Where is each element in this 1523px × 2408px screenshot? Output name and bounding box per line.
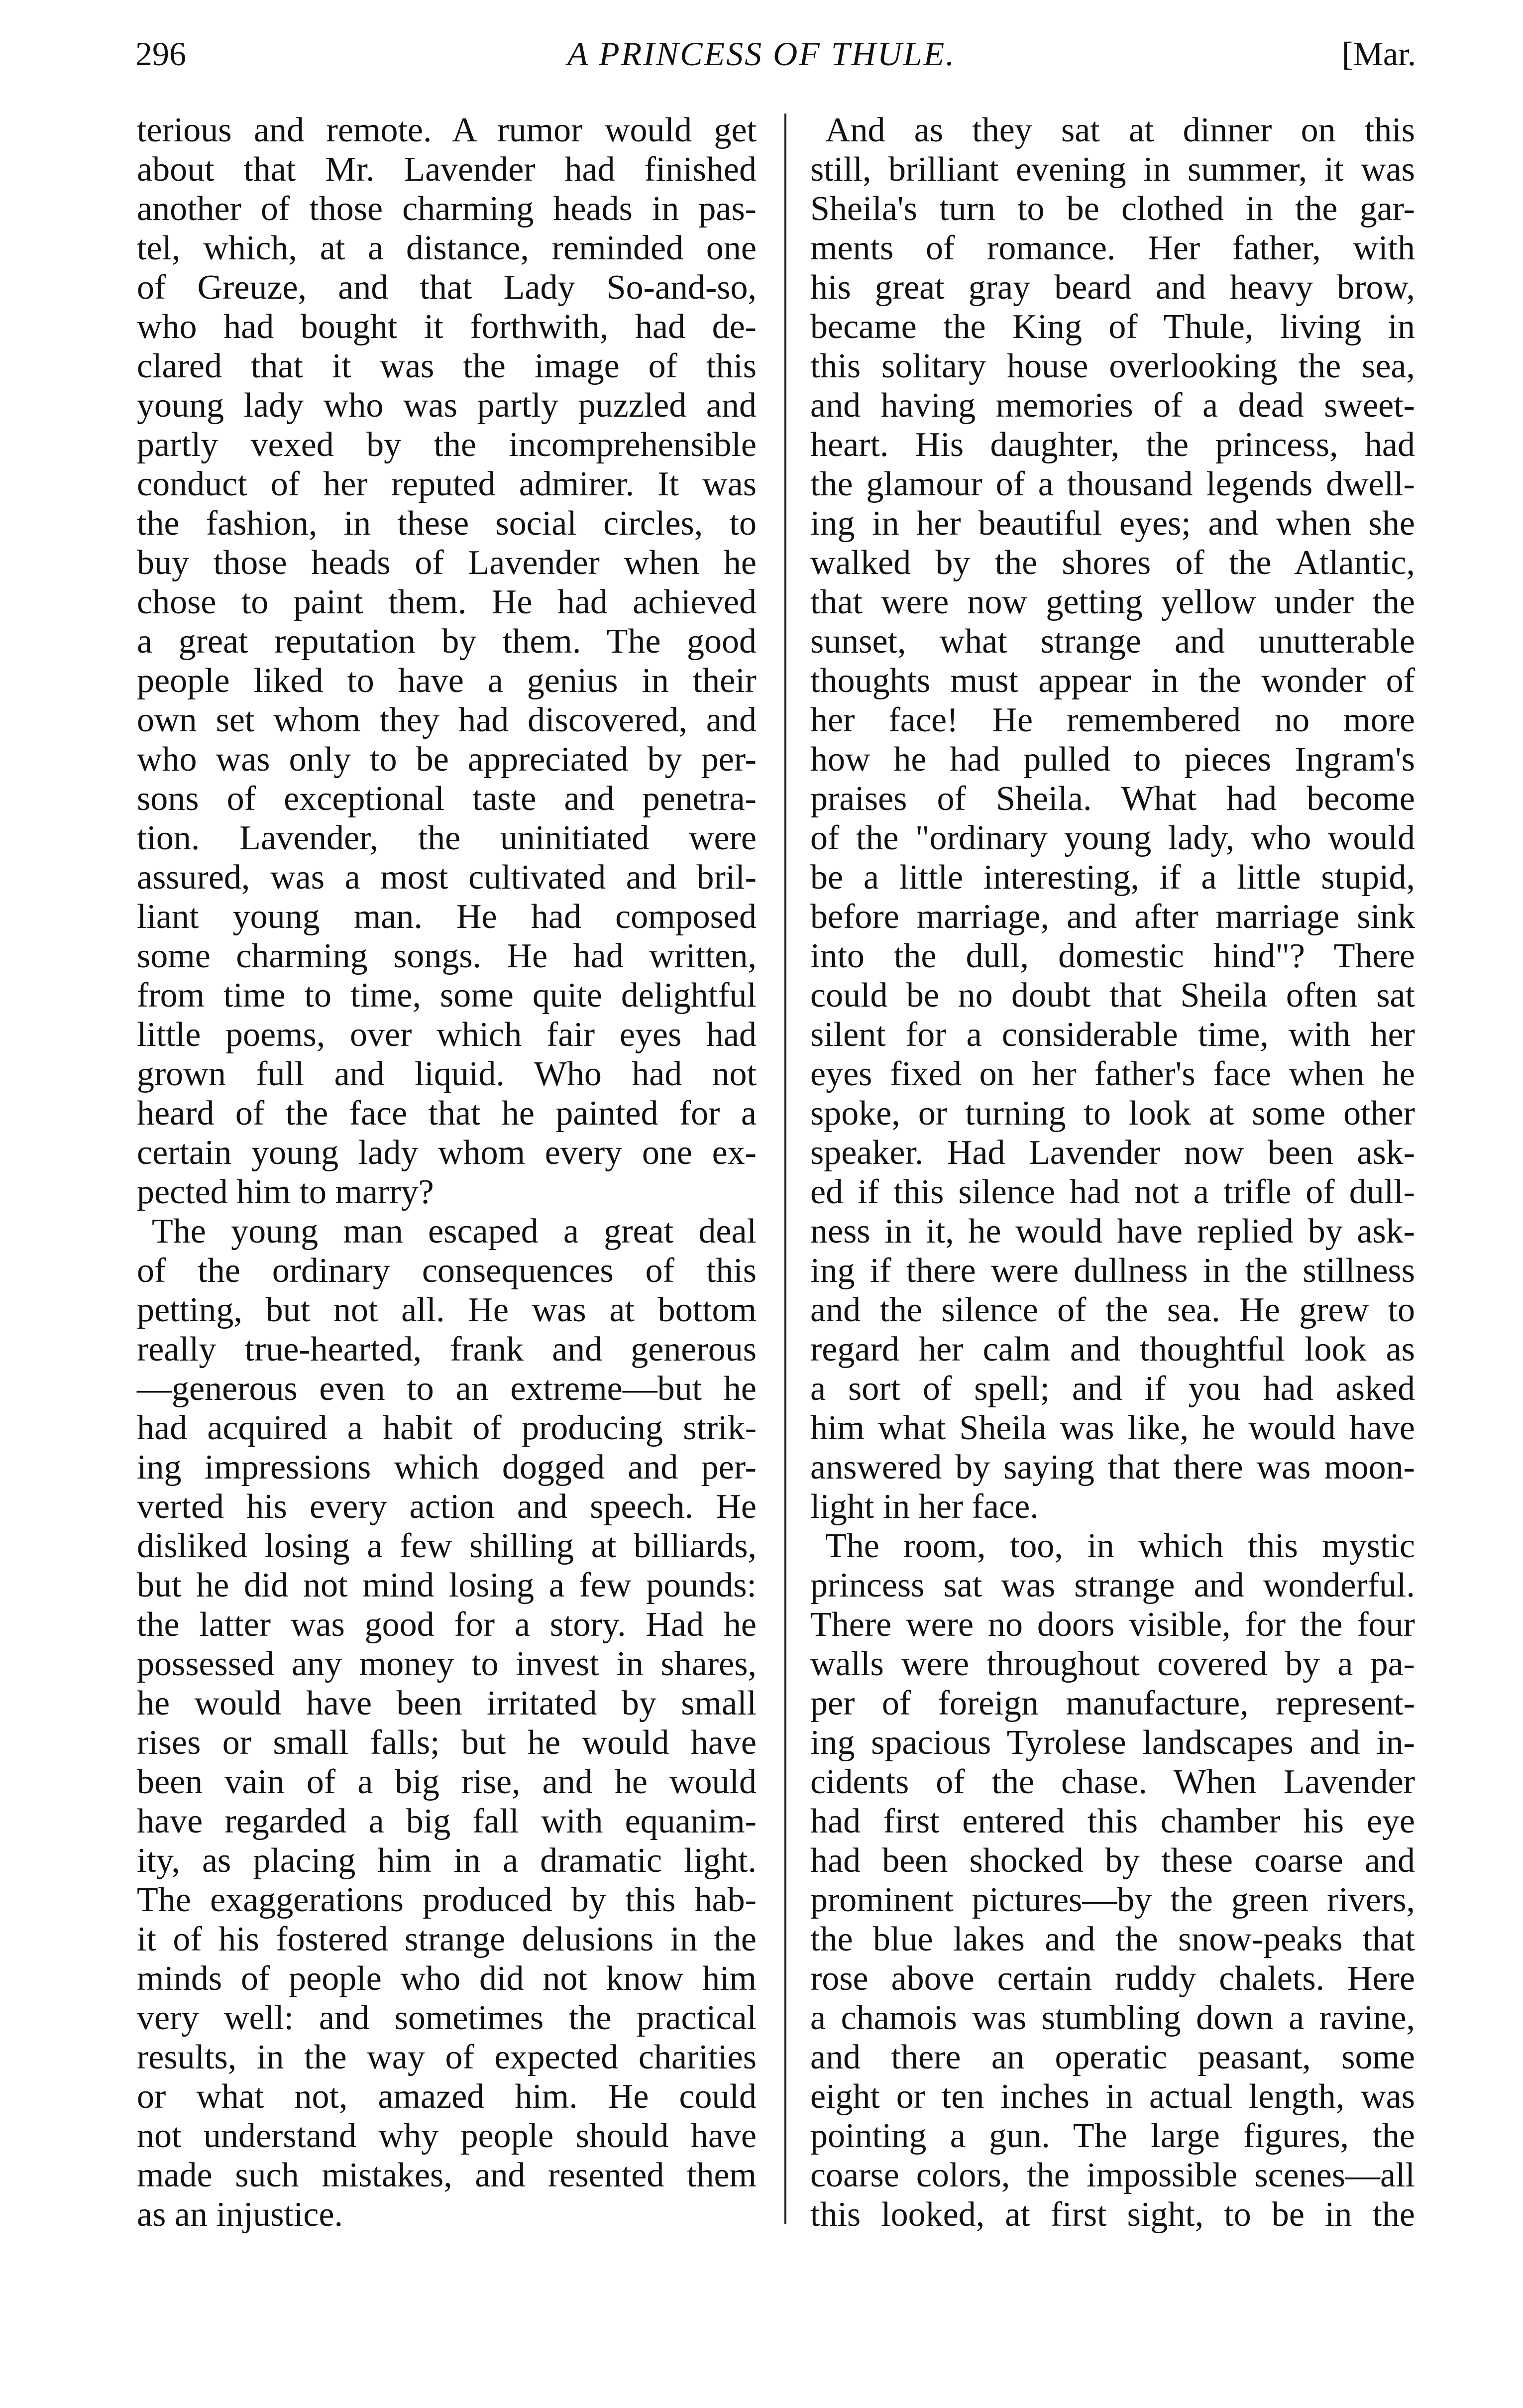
- text-line: had first entered this chamber his eye: [810, 1802, 1415, 1840]
- text-line: heard of the face that he painted for a: [137, 1094, 757, 1133]
- text-line: him what Sheila was like, he would have: [810, 1409, 1415, 1447]
- text-line: minds of people who did not know him: [137, 1959, 757, 1998]
- text-line: rises or small falls; but he would have: [137, 1723, 757, 1762]
- text-line: before marriage, and after marriage sink: [810, 898, 1415, 936]
- text-line: answered by saying that there was moon-: [810, 1448, 1415, 1487]
- text-line: made such mistakes, and resented them: [137, 2156, 757, 2194]
- text-line: The young man escaped a great deal: [152, 1212, 757, 1251]
- text-line: eight or ten inches in actual length, was: [810, 2077, 1415, 2116]
- text-line: light in her face.: [810, 1488, 1039, 1526]
- text-line: people liked to have a genius in their: [137, 662, 757, 700]
- text-line: clared that it was the image of this: [137, 347, 757, 385]
- text-line: who had bought it forthwith, had de-: [137, 308, 757, 346]
- text-line: could be no doubt that Sheila often sat: [810, 976, 1415, 1015]
- text-line: Sheila's turn to be clothed in the gar-: [810, 190, 1415, 228]
- text-line: and there an operatic peasant, some: [810, 2038, 1415, 2076]
- text-line: how he had pulled to pieces Ingram's: [810, 740, 1415, 779]
- text-line: ity, as placing him in a dramatic light.: [137, 1841, 757, 1880]
- text-line: her face! He remembered no more: [810, 701, 1415, 739]
- text-line: he would have been irritated by small: [137, 1684, 757, 1722]
- text-line: about that Mr. Lavender had finished: [137, 150, 757, 189]
- text-line: been vain of a big rise, and he would: [137, 1763, 757, 1801]
- text-line: cidents of the chase. When Lavender: [810, 1763, 1415, 1801]
- text-line: sons of exceptional taste and penetra-: [137, 780, 757, 818]
- page-number: 296: [135, 35, 186, 73]
- text-line: his great gray beard and heavy brow,: [810, 268, 1415, 307]
- text-line: but he did not mind losing a few pounds:: [137, 1566, 757, 1605]
- text-line: another of those charming heads in pas-: [137, 190, 757, 228]
- text-line: this solitary house overlooking the sea,: [810, 347, 1415, 385]
- text-line: princess sat was strange and wonderful.: [810, 1566, 1415, 1605]
- text-line: the latter was good for a story. Had he: [137, 1605, 757, 1644]
- text-line: of Greuze, and that Lady So-and-so,: [137, 268, 757, 307]
- text-line: results, in the way of expected charities: [137, 2038, 757, 2076]
- text-line: tel, which, at a distance, reminded one: [137, 229, 757, 267]
- text-line: heart. His daughter, the princess, had: [810, 426, 1415, 464]
- text-line: ness in it, he would have replied by ask-: [810, 1212, 1415, 1251]
- text-line: chose to paint them. He had achieved: [137, 583, 757, 621]
- text-line: really true-hearted, frank and generous: [137, 1330, 757, 1369]
- text-line: partly vexed by the incomprehensible: [137, 426, 757, 464]
- text-line: be a little interesting, if a little stupid,: [810, 858, 1415, 897]
- text-line: speaker. Had Lavender now been ask-: [810, 1134, 1415, 1172]
- text-line: as an injustice.: [137, 2195, 343, 2234]
- text-line: this looked, at first sight, to be in the: [810, 2195, 1415, 2234]
- text-line: prominent pictures—by the green rivers,: [810, 1881, 1415, 1919]
- text-line: ed if this silence had not a trifle of dull-: [810, 1173, 1415, 1211]
- text-line: tion. Lavender, the uninitiated were: [137, 819, 757, 857]
- text-line: who was only to be appreciated by per-: [137, 740, 757, 779]
- text-line: had acquired a habit of producing strik-: [137, 1409, 757, 1447]
- text-line: and having memories of a dead sweet-: [810, 386, 1415, 425]
- text-line: the blue lakes and the snow-peaks that: [810, 1920, 1415, 1958]
- text-line: petting, but not all. He was at bottom: [137, 1291, 757, 1329]
- text-line: into the dull, domestic hind"? There: [810, 937, 1415, 975]
- text-line: thoughts must appear in the wonder of: [810, 662, 1415, 700]
- text-line: per of foreign manufacture, represent-: [810, 1684, 1415, 1722]
- text-line: or what not, amazed him. He could: [137, 2077, 757, 2116]
- text-line: terious and remote. A rumor would get: [137, 111, 757, 149]
- text-line: pected him to marry?: [137, 1173, 434, 1211]
- right-column: [810, 111, 1415, 2234]
- text-line: became the King of Thule, living in: [810, 308, 1415, 346]
- text-line: still, brilliant evening in summer, it was: [810, 150, 1415, 189]
- text-line: own set whom they had discovered, and: [137, 701, 757, 739]
- text-line: a chamois was stumbling down a ravine,: [810, 1999, 1415, 2037]
- text-line: from time to time, some quite delightful: [137, 976, 757, 1015]
- text-line: ing if there were dullness in the stillness: [810, 1252, 1415, 1290]
- text-line: sunset, what strange and unutterable: [810, 622, 1415, 661]
- text-line: verted his every action and speech. He: [137, 1488, 757, 1526]
- running-section: [Mar.: [1341, 35, 1416, 73]
- text-line: praises of Sheila. What had become: [810, 780, 1415, 818]
- text-line: little poems, over which fair eyes had: [137, 1016, 757, 1054]
- text-line: had been shocked by these coarse and: [810, 1841, 1415, 1880]
- text-line: coarse colors, the impossible scenes—all: [810, 2156, 1415, 2194]
- column-divider: [784, 114, 786, 2224]
- text-line: silent for a considerable time, with her: [810, 1016, 1415, 1054]
- text-line: the fashion, in these social circles, to: [137, 504, 757, 543]
- text-line: of the ordinary consequences of this: [137, 1252, 757, 1290]
- text-line: conduct of her reputed admirer. It was: [137, 465, 757, 503]
- text-line: a sort of spell; and if you had asked: [810, 1370, 1415, 1408]
- text-line: young lady who was partly puzzled and: [137, 386, 757, 425]
- text-line: disliked losing a few shilling at billiards,: [137, 1527, 757, 1565]
- text-line: ing impressions which dogged and per-: [137, 1448, 757, 1487]
- text-line: walked by the shores of the Atlantic,: [810, 544, 1415, 582]
- text-line: pointing a gun. The large figures, the: [810, 2117, 1415, 2155]
- text-line: ing spacious Tyrolese landscapes and in-: [810, 1723, 1415, 1762]
- text-line: not understand why people should have: [137, 2117, 757, 2155]
- text-line: possessed any money to invest in shares,: [137, 1645, 757, 1683]
- text-line: very well: and sometimes the practical: [137, 1999, 757, 2037]
- running-title: A PRINCESS OF THULE.: [567, 35, 956, 73]
- text-line: The exaggerations produced by this hab-: [137, 1881, 757, 1919]
- text-line: the glamour of a thousand legends dwell-: [810, 465, 1415, 503]
- text-line: buy those heads of Lavender when he: [137, 544, 757, 582]
- text-line: The room, too, in which this mystic: [825, 1527, 1415, 1565]
- text-line: There were no doors visible, for the four: [810, 1605, 1415, 1644]
- text-line: rose above certain ruddy chalets. Here: [810, 1959, 1415, 1998]
- text-line: —generous even to an extreme—but he: [137, 1370, 757, 1408]
- text-line: it of his fostered strange delusions in the: [137, 1920, 757, 1958]
- text-line: liant young man. He had composed: [137, 898, 757, 936]
- left-column: [137, 111, 757, 2234]
- text-line: ments of romance. Her father, with: [810, 229, 1415, 267]
- text-line: ing in her beautiful eyes; and when she: [810, 504, 1415, 543]
- text-line: a great reputation by them. The good: [137, 622, 757, 661]
- text-line: of the "ordinary young lady, who would: [810, 819, 1415, 857]
- text-line: and the silence of the sea. He grew to: [810, 1291, 1415, 1329]
- text-line: And as they sat at dinner on this: [825, 111, 1415, 149]
- text-line: assured, was a most cultivated and bril-: [137, 858, 757, 897]
- text-line: that were now getting yellow under the: [810, 583, 1415, 621]
- text-line: walls were throughout covered by a pa-: [810, 1645, 1415, 1683]
- text-line: certain young lady whom every one ex-: [137, 1134, 757, 1172]
- text-line: eyes fixed on her father's face when he: [810, 1055, 1415, 1093]
- text-line: some charming songs. He had written,: [137, 937, 757, 975]
- text-line: spoke, or turning to look at some other: [810, 1094, 1415, 1133]
- text-line: regard her calm and thoughtful look as: [810, 1330, 1415, 1369]
- text-line: grown full and liquid. Who had not: [137, 1055, 757, 1093]
- text-line: have regarded a big fall with equanim-: [137, 1802, 757, 1840]
